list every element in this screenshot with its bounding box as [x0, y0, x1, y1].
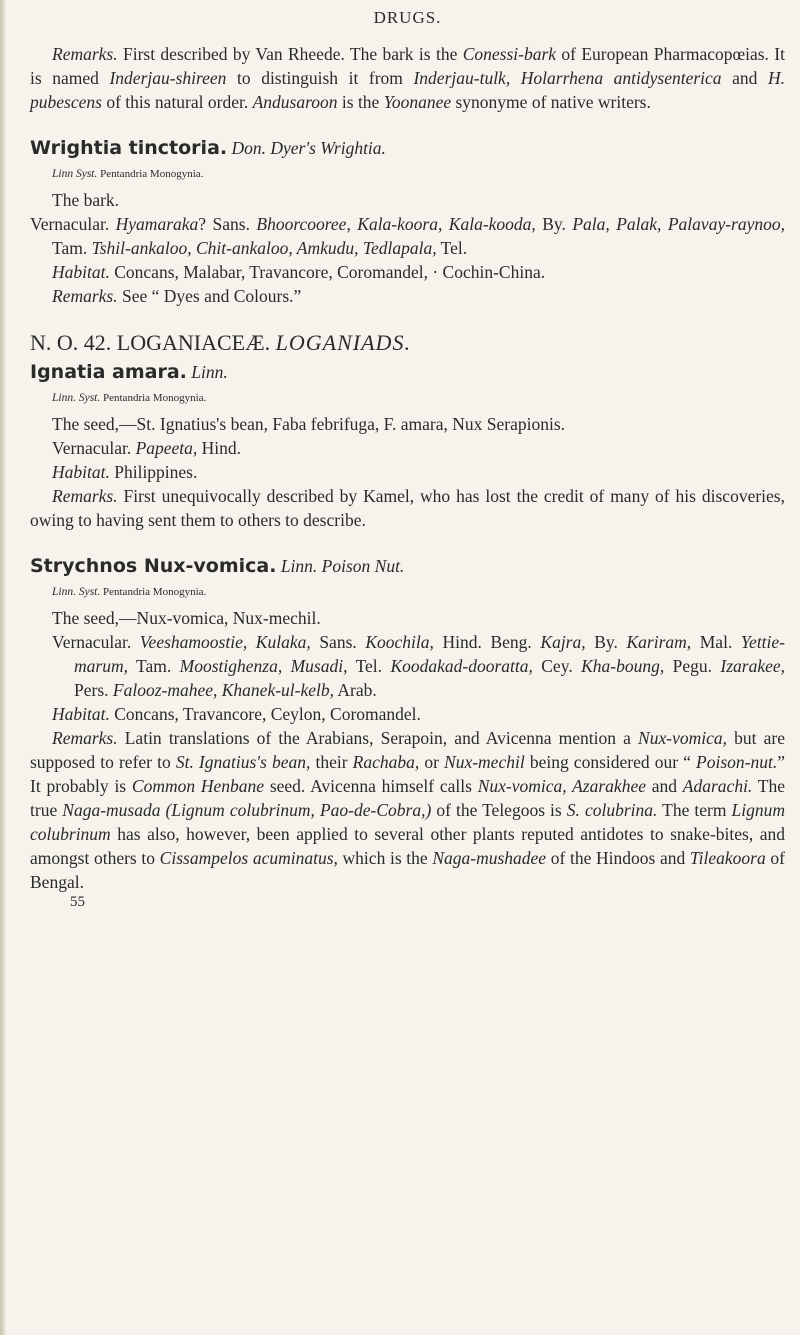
- linnaean-system: Linn Syst. Pentandria Monogynia.: [52, 168, 204, 180]
- linnaean-system: Linn. Syst. Pentandria Monogynia.: [52, 392, 207, 404]
- habitat: Habitat. Concans, Malabar, Travancore, Coromandel, · Cochin-China.: [52, 262, 546, 282]
- species-heading: Ignatia amara. Linn.: [30, 361, 228, 383]
- linnaean-system: Linn. Syst. Pentandria Monogynia.: [52, 586, 207, 598]
- natural-order-heading: N. O. 42. LOGANIACEÆ. LOGANIADS.: [30, 330, 411, 355]
- habitat: Habitat. Philippines.: [52, 462, 198, 482]
- entry-ignatia: [30, 360, 785, 532]
- page-edge: [0, 0, 6, 1335]
- entry-strychnos: [30, 554, 785, 894]
- vernacular-names: Vernacular. Veeshamoostie, Kulaka, Sans. Koochila, Hind. Beng. Kajra, By. Kariram, Mal. Yettie-marum, Tam. Moostighenza, Musadi, Tel. Koodakad-dooratta, Cey. Kha-boung, Pegu. Izarakee, Pers. Falooz-mahee, Khanek-ul-kelb, Arab.: [52, 632, 786, 700]
- part-used: The seed,—St. Ignatius's bean, Faba febrifuga, F. amara, Nux Serapionis.: [52, 414, 566, 434]
- remarks: Remarks. See “ Dyes and Colours.”: [52, 286, 302, 306]
- habitat: Habitat. Concans, Travancore, Ceylon, Coromandel.: [52, 704, 421, 724]
- conessi-remarks: Remarks. First described by Van Rheede. The bark is the Conessi-bark of European Pharmacopœias. It is named Inderjau-shireen to distinguish it from Inderjau-tulk, Holarrhena antidysenterica and H. pubescens of this natural order. Andusaroon is the Yoonanee synonyme of native writers.: [30, 44, 785, 112]
- species-heading: Strychnos Nux-vomica. Linn. Poison Nut.: [30, 555, 405, 577]
- entry-wrightia: [30, 136, 785, 308]
- vernacular-names: Vernacular. Hyamaraka? Sans. Bhoorcooree, Kala-koora, Kala-kooda, By. Pala, Palak, Palavay-raynoo, Tam. Tshil-ankaloo, Chit-ankaloo, Amkudu, Tedlapala, Tel.: [30, 214, 785, 258]
- part-used: The seed,—Nux-vomica, Nux-mechil.: [52, 608, 321, 628]
- remarks: Remarks. First unequivocally described by Kamel, who has lost the credit of many of his discoveries, owing to having sent them to others to describe.: [30, 486, 785, 530]
- remarks: Remarks. Latin translations of the Arabians, Serapoin, and Avicenna mention a Nux-vomica, but are supposed to refer to St. Ignatius's bean, their Rachaba, or Nux-mechil being considered our “ Poison-nut.” It probably is Common Henbane seed. Avicenna himself calls Nux-vomica, Azarakhee and Adarachi. The true Naga-musada (Lignum colubrinum, Pao-de-Cobra,) of the Telegoos is S. colubrina. The term Lignum colubrinum has also, however, been applied to several other plants reputed antidotes to snake-bites, and amongst others to Cissampelos acuminatus, which is the Naga-mushadee of the Hindoos and Tileakoora of Bengal.: [30, 728, 785, 892]
- vernacular-names: Vernacular. Papeeta, Hind.: [52, 438, 242, 458]
- part-used: The bark.: [52, 190, 120, 210]
- book-page: [30, 8, 785, 911]
- page-number: 55: [70, 894, 85, 910]
- species-heading: Wrightia tinctoria. Don. Dyer's Wrightia.: [30, 137, 386, 159]
- running-head: DRUGS.: [373, 8, 442, 27]
